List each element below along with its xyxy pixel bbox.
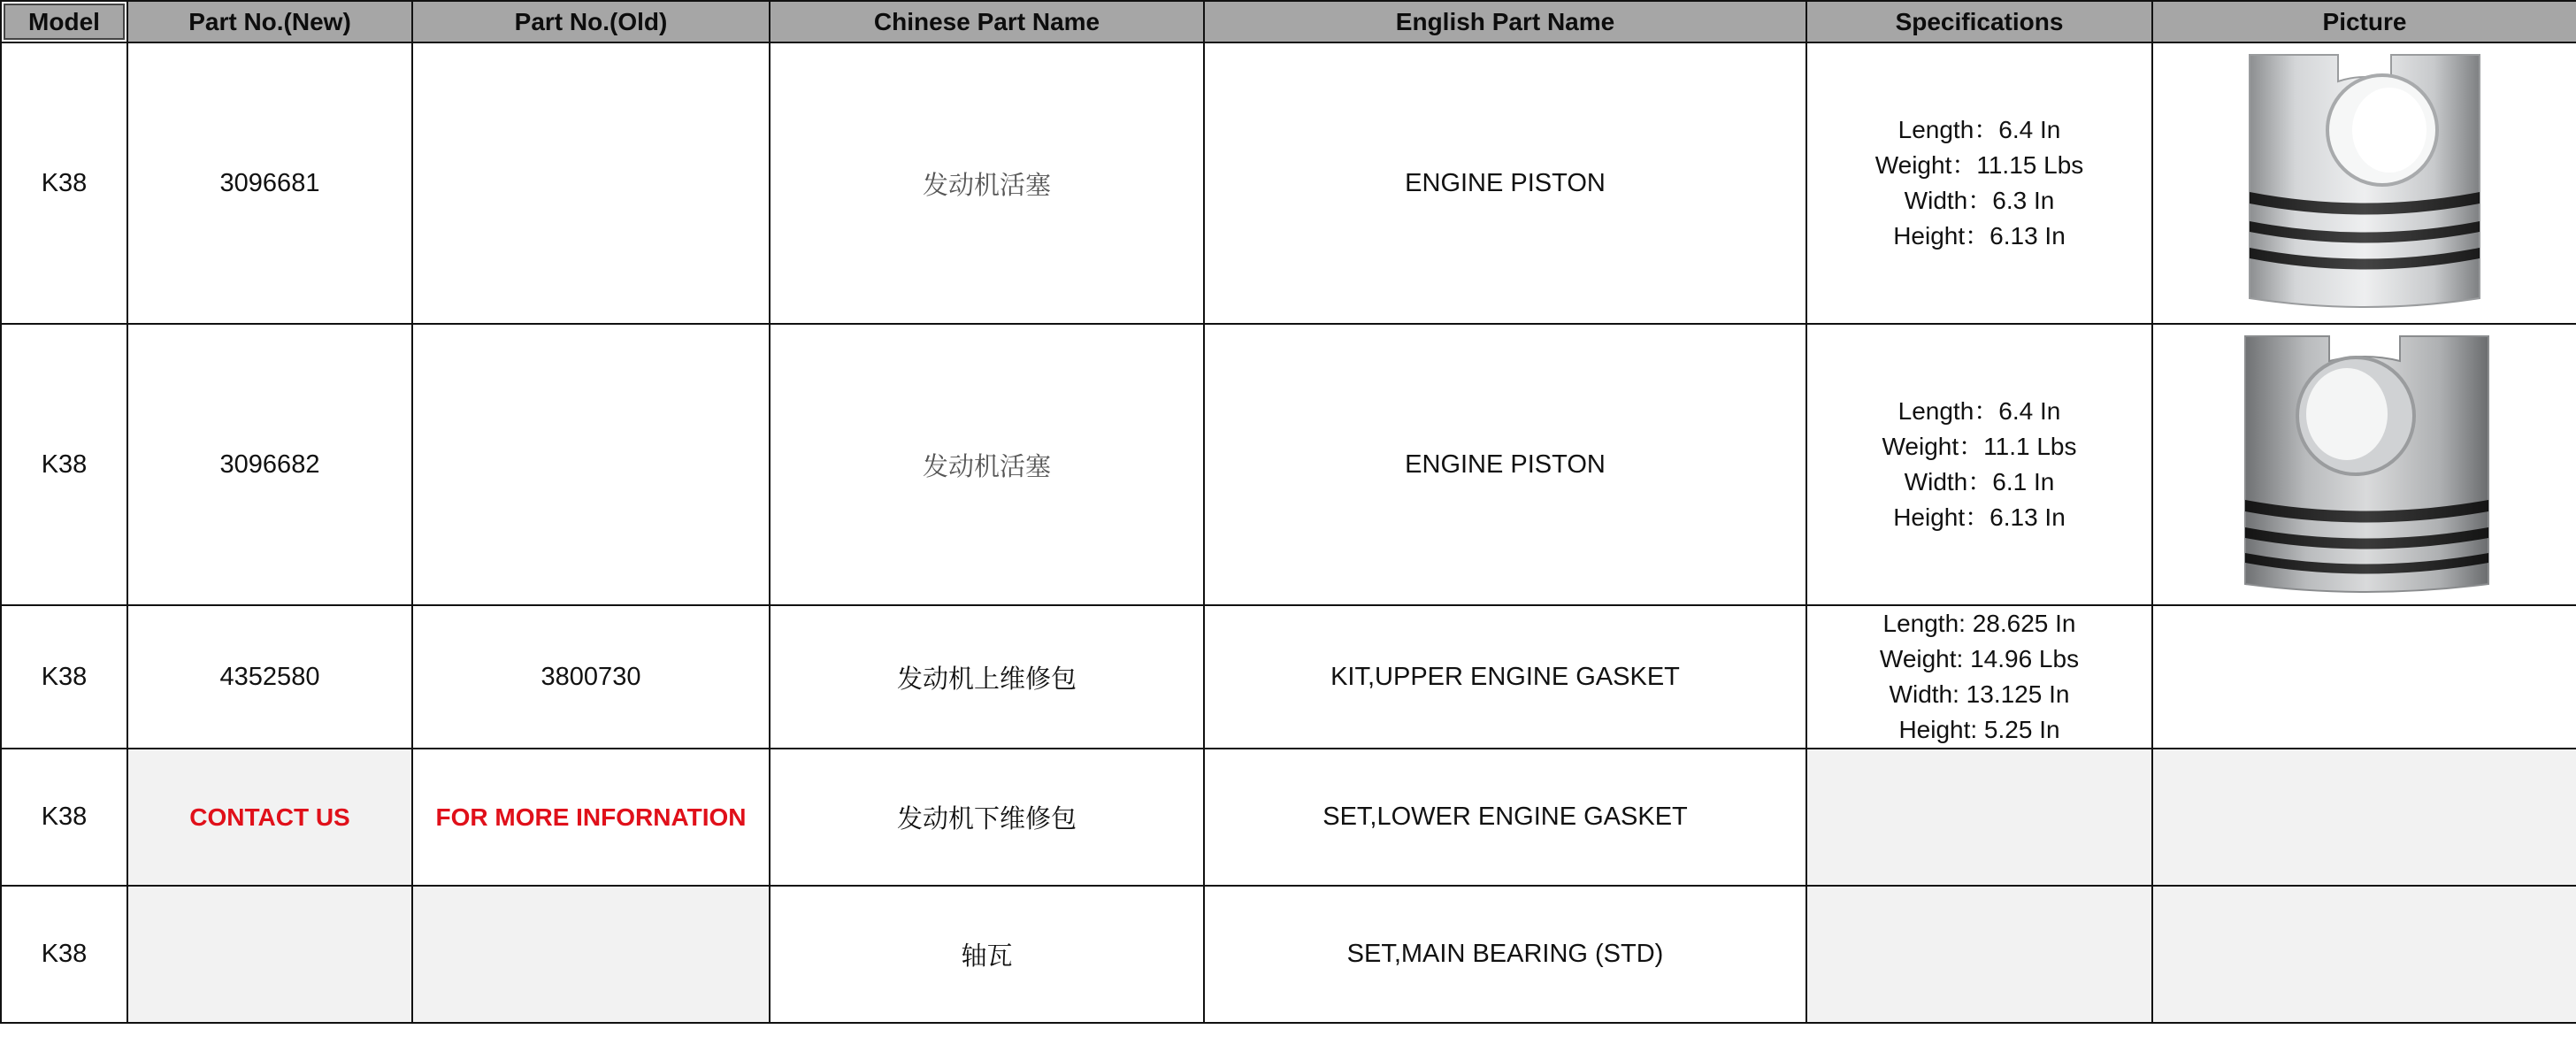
cell-chinese-name[interactable]: 发动机上维修包 — [770, 605, 1204, 749]
spec-width: Width：6.3 In — [1904, 187, 2055, 214]
cell-picture[interactable] — [2152, 749, 2576, 886]
cell-model[interactable]: K38 — [1, 605, 127, 749]
cell-part-new[interactable]: 4352580 — [127, 605, 412, 749]
cell-specifications[interactable] — [1806, 886, 2152, 1023]
engine-piston-photo — [2153, 46, 2576, 320]
piston-image — [2232, 46, 2497, 320]
spec-width: Width：6.1 In — [1904, 468, 2055, 495]
cell-english-name[interactable]: ENGINE PISTON — [1204, 324, 1806, 605]
cell-part-old[interactable]: 3800730 — [412, 605, 770, 749]
cell-specifications[interactable] — [1806, 749, 2152, 886]
contact-us-link[interactable]: CONTACT US — [127, 749, 412, 886]
cell-chinese-name[interactable]: 发动机活塞 — [770, 324, 1204, 605]
cell-specifications[interactable] — [1806, 42, 2152, 324]
header-picture[interactable]: Picture — [2152, 1, 2576, 42]
cell-part-old[interactable] — [412, 324, 770, 605]
engine-piston-photo — [2153, 327, 2576, 602]
spec-weight: Weight: 14.96 Lbs — [1879, 645, 2080, 672]
spec-height: Height: 5.25 In — [1898, 716, 2060, 743]
spec-weight: Weight：11.1 Lbs — [1882, 433, 2077, 460]
piston-image — [2232, 327, 2497, 602]
cell-part-old[interactable] — [412, 42, 770, 324]
header-part-new[interactable]: Part No.(New) — [127, 1, 412, 42]
spec-length: Length：6.4 In — [1898, 397, 2061, 425]
cell-part-new[interactable] — [127, 886, 412, 1023]
cell-chinese-name[interactable]: 发动机活塞 — [770, 42, 1204, 324]
more-information-link[interactable]: FOR MORE INFORNATION — [412, 749, 770, 886]
spec-length: Length：6.4 In — [1898, 116, 2061, 143]
spec-height: Height：6.13 In — [1893, 222, 2066, 250]
cell-picture[interactable] — [2152, 605, 2576, 749]
cell-part-old[interactable] — [412, 886, 770, 1023]
cell-picture[interactable] — [2152, 324, 2576, 605]
table-row — [1, 749, 2576, 886]
spec-weight: Weight：11.15 Lbs — [1874, 151, 2084, 179]
cell-english-name[interactable]: ENGINE PISTON — [1204, 42, 1806, 324]
cell-picture[interactable] — [2152, 42, 2576, 324]
header-english-name[interactable]: English Part Name — [1204, 1, 1806, 42]
spec-length: Length: 28.625 In — [1882, 610, 2076, 637]
header-model[interactable]: Model — [1, 1, 127, 42]
cell-chinese-name[interactable]: 轴瓦 — [770, 886, 1204, 1023]
table-row — [1, 886, 2576, 1023]
cell-model[interactable]: K38 — [1, 324, 127, 605]
cell-specifications[interactable] — [1806, 605, 2152, 749]
cell-part-new[interactable]: 3096681 — [127, 42, 412, 324]
header-row — [1, 1, 2576, 42]
cell-part-new[interactable]: 3096682 — [127, 324, 412, 605]
table-row — [1, 42, 2576, 324]
cell-specifications[interactable] — [1806, 324, 2152, 605]
cell-english-name[interactable]: SET,MAIN BEARING (STD) — [1204, 886, 1806, 1023]
table-row — [1, 324, 2576, 605]
header-chinese-name[interactable]: Chinese Part Name — [770, 1, 1204, 42]
spec-width: Width: 13.125 In — [1889, 680, 2070, 708]
header-specifications[interactable]: Specifications — [1806, 1, 2152, 42]
spec-height: Height：6.13 In — [1893, 503, 2066, 531]
cell-model[interactable]: K38 — [1, 749, 127, 886]
table-row — [1, 605, 2576, 749]
cell-english-name[interactable]: KIT,UPPER ENGINE GASKET — [1204, 605, 1806, 749]
cell-picture[interactable] — [2152, 886, 2576, 1023]
cell-chinese-name[interactable]: 发动机下维修包 — [770, 749, 1204, 886]
header-part-old[interactable]: Part No.(Old) — [412, 1, 770, 42]
cell-model[interactable]: K38 — [1, 886, 127, 1023]
cell-model[interactable]: K38 — [1, 42, 127, 324]
cell-english-name[interactable]: SET,LOWER ENGINE GASKET — [1204, 749, 1806, 886]
